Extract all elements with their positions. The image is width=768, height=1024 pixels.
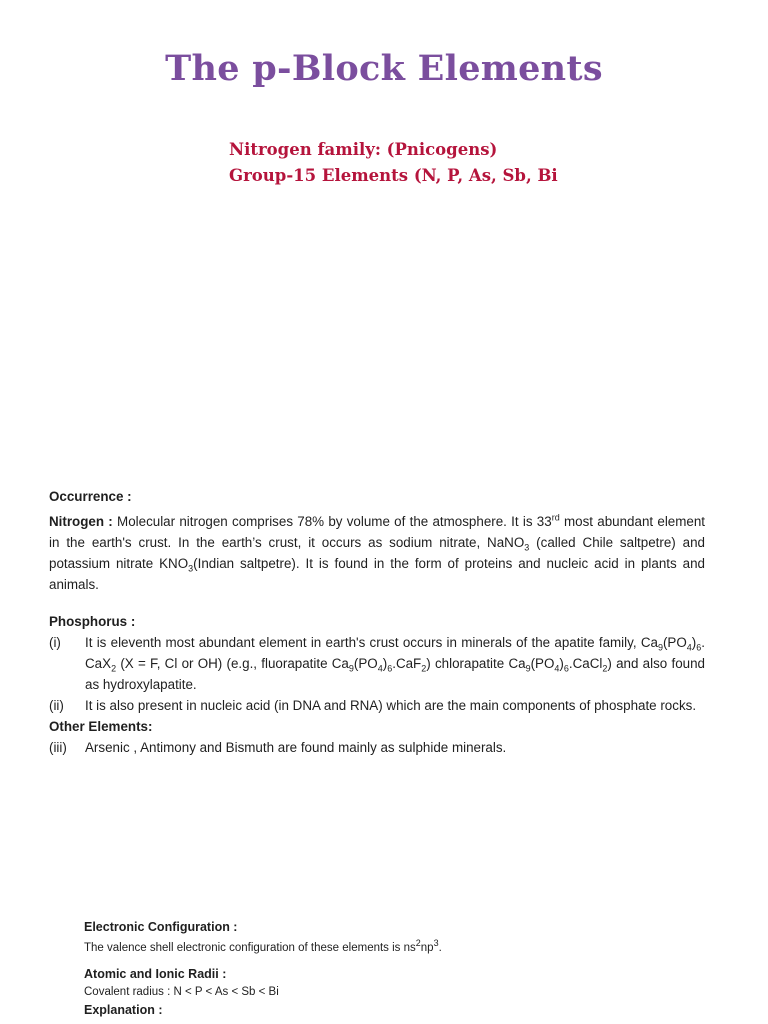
nitrogen-text: (called Chile saltpetre) and potassium nitrate KNO (49, 535, 705, 571)
list-number: (iii) (49, 740, 67, 755)
list-item (49, 632, 705, 695)
subscript: 3 (524, 542, 530, 553)
electronic-text: The valence shell electronic configuration of these elements is $ns^2np^3$. (84, 938, 442, 954)
list-number: (i) (49, 635, 61, 650)
nitrogen-label: Nitrogen : (49, 514, 113, 529)
electronic-section (84, 918, 694, 1019)
nitrogen-text: most abundant element in the earth's crust. In the earth’s crust, it occurs as sodium nitrate, NaNO (49, 514, 706, 550)
list-text: Arsenic , Antimony and Bismuth are found mainly as sulphide minerals. (85, 740, 507, 755)
occurrence-section (49, 486, 705, 595)
subtitle-family: Nitrogen family: (Pnicogens) (229, 140, 498, 159)
nitrogen-text: (Indian saltpetre). It is found in the form of proteins and nucleic acid in plants and animals. (49, 556, 705, 592)
phosphorus-heading: Phosphorus : (49, 614, 136, 629)
page-title: The p-Block Elements (165, 48, 603, 89)
explanation-heading: Explanation : (84, 1003, 163, 1017)
list-text: It is also present in nucleic acid (in DNA and RNA) which are the main components of phosphate rocks. (85, 698, 697, 713)
occurrence-heading: Occurrence : (49, 489, 132, 504)
list-item (49, 695, 705, 716)
electronic-heading: Electronic Configuration : (84, 920, 238, 934)
nitrogen-paragraph (49, 511, 705, 595)
list-number: (ii) (49, 698, 64, 713)
list-item (49, 737, 705, 758)
nitrogen-text: Molecular nitrogen comprises 78% by volume of the atmosphere. It is 33 (112, 514, 552, 529)
phosphorus-section (49, 611, 705, 758)
list-text: It is eleventh most abundant element in earth's crust occurs in minerals of the apatite family, $Ca_9(PO_4)_6$. CaX$_2$ (X = F, Cl or OH) (e.g., fluorapatite $Ca_9(PO_4)_6.CaF_2$) chlorapatite $Ca_9(PO_4)_6.CaCl_2$) and also found as hydroxylapatite. (85, 635, 705, 692)
ordinal-suffix: rd (551, 512, 560, 523)
subscript: 3 (188, 563, 194, 574)
other-elements-heading: Other Elements: (49, 719, 153, 734)
subtitle-group: Group-15 Elements (N, P, As, Sb, Bi (229, 166, 558, 185)
covalent-radius-text: Covalent radius : N < P < As < Sb < Bi (84, 986, 279, 998)
radii-heading: Atomic and Ionic Radii : (84, 967, 227, 981)
